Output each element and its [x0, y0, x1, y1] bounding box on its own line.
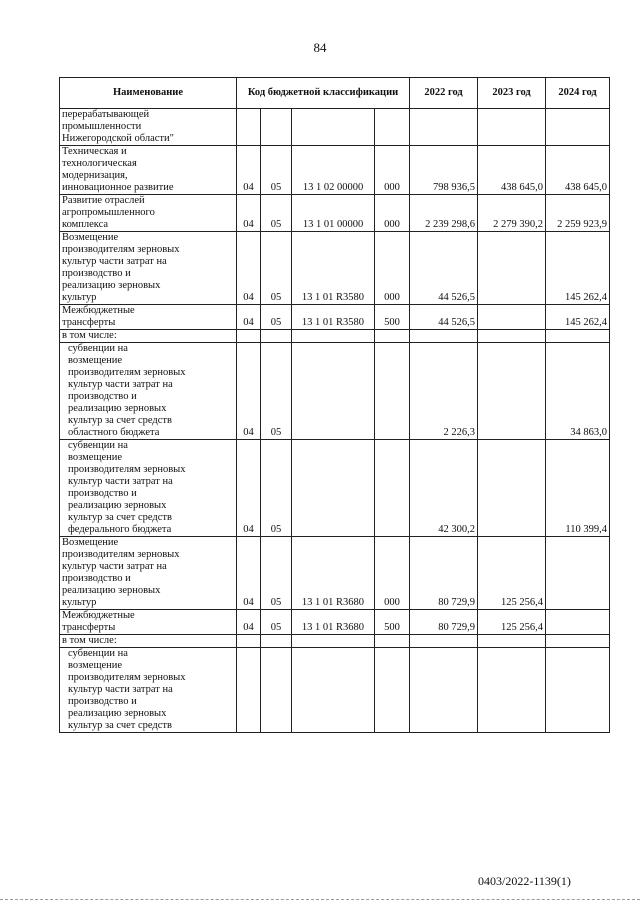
code-subsection: [261, 109, 292, 146]
code-expense-type: 000: [375, 195, 410, 232]
value-2024: 145 262,4: [546, 232, 610, 305]
row-name: Техническая и технологическая модернизация, инновационное развитие: [60, 146, 237, 195]
value-2022: 44 526,5: [410, 232, 478, 305]
code-expense-type: 000: [375, 232, 410, 305]
row-name: Межбюджетные трансферты: [60, 305, 237, 330]
row-name: субвенции на возмещение производителям зерновых культур части затрат на производство и реализацию зерновых культур за счет средств федерального бюджета: [60, 440, 237, 537]
value-2022: 2 239 298,6: [410, 195, 478, 232]
code-expense-type: 000: [375, 146, 410, 195]
table-row: [60, 635, 610, 648]
value-2022: [410, 635, 478, 648]
code-target: 13 1 01 R3580: [292, 305, 375, 330]
code-subsection: [261, 648, 292, 733]
row-name: Развитие отраслей агропромышленного комплекса: [60, 195, 237, 232]
code-target: [292, 648, 375, 733]
value-2023: [478, 232, 546, 305]
code-subsection: 05: [261, 610, 292, 635]
header-2023: 2023 год: [478, 78, 546, 109]
value-2022: [410, 648, 478, 733]
value-2023: [478, 635, 546, 648]
table-body: [60, 109, 610, 733]
table-row: [60, 232, 610, 305]
table-row: [60, 648, 610, 733]
code-section: [237, 330, 261, 343]
value-2024: 2 259 923,9: [546, 195, 610, 232]
row-name: перерабатывающей промышленности Нижегородской области": [60, 109, 237, 146]
code-expense-type: [375, 440, 410, 537]
code-expense-type: [375, 109, 410, 146]
value-2022: 80 729,9: [410, 537, 478, 610]
table-row: [60, 537, 610, 610]
code-section: 04: [237, 440, 261, 537]
code-subsection: 05: [261, 440, 292, 537]
value-2023: 438 645,0: [478, 146, 546, 195]
code-expense-type: [375, 635, 410, 648]
code-section: 04: [237, 537, 261, 610]
code-target: 13 1 01 R3680: [292, 537, 375, 610]
row-name: Возмещение производителям зерновых культур части затрат на производство и реализацию зерновых культур: [60, 537, 237, 610]
table-row: [60, 146, 610, 195]
value-2023: [478, 648, 546, 733]
code-expense-type: 500: [375, 610, 410, 635]
code-subsection: 05: [261, 232, 292, 305]
code-expense-type: [375, 648, 410, 733]
header-code: Код бюджетной классификации: [237, 78, 410, 109]
table-row: [60, 305, 610, 330]
code-expense-type: 500: [375, 305, 410, 330]
row-name: Межбюджетные трансферты: [60, 610, 237, 635]
code-section: 04: [237, 232, 261, 305]
code-subsection: 05: [261, 343, 292, 440]
table-row: [60, 610, 610, 635]
value-2023: 2 279 390,2: [478, 195, 546, 232]
row-name: субвенции на возмещение производителям зерновых культур части затрат на производство и реализацию зерновых культур за счет средств: [60, 648, 237, 733]
code-section: 04: [237, 146, 261, 195]
code-target: [292, 343, 375, 440]
row-name: субвенции на возмещение производителям зерновых культур части затрат на производство и реализацию зерновых культур за счет средств областного бюджета: [60, 343, 237, 440]
code-target: [292, 330, 375, 343]
code-expense-type: [375, 343, 410, 440]
value-2024: 145 262,4: [546, 305, 610, 330]
header-2024: 2024 год: [546, 78, 610, 109]
value-2024: [546, 648, 610, 733]
value-2024: 110 399,4: [546, 440, 610, 537]
value-2024: [546, 537, 610, 610]
code-section: [237, 109, 261, 146]
footer-rule: [0, 899, 640, 900]
header-2022: 2022 год: [410, 78, 478, 109]
code-target: 13 1 01 R3580: [292, 232, 375, 305]
code-section: 04: [237, 305, 261, 330]
code-target: [292, 635, 375, 648]
value-2023: [478, 330, 546, 343]
code-subsection: [261, 635, 292, 648]
code-section: [237, 635, 261, 648]
value-2024: [546, 109, 610, 146]
value-2022: 42 300,2: [410, 440, 478, 537]
table-row: [60, 440, 610, 537]
code-section: [237, 648, 261, 733]
code-target: [292, 440, 375, 537]
budget-table: [59, 77, 610, 733]
value-2022: [410, 330, 478, 343]
row-name: в том числе:: [60, 635, 237, 648]
value-2023: 125 256,4: [478, 610, 546, 635]
code-expense-type: 000: [375, 537, 410, 610]
row-name: в том числе:: [60, 330, 237, 343]
value-2022: 44 526,5: [410, 305, 478, 330]
value-2023: [478, 305, 546, 330]
table-header: [60, 78, 610, 109]
document-code: 0403/2022-1139(1): [478, 874, 571, 888]
code-section: 04: [237, 195, 261, 232]
page-number: 84: [313, 40, 327, 55]
value-2024: 438 645,0: [546, 146, 610, 195]
code-section: 04: [237, 610, 261, 635]
table-row: [60, 330, 610, 343]
code-subsection: 05: [261, 537, 292, 610]
code-expense-type: [375, 330, 410, 343]
value-2022: [410, 109, 478, 146]
table-row: [60, 195, 610, 232]
table-row: [60, 109, 610, 146]
code-subsection: 05: [261, 305, 292, 330]
header-name: Наименование: [60, 78, 237, 109]
value-2024: [546, 610, 610, 635]
value-2023: [478, 440, 546, 537]
value-2023: [478, 343, 546, 440]
value-2023: 125 256,4: [478, 537, 546, 610]
value-2023: [478, 109, 546, 146]
row-name: Возмещение производителям зерновых культур части затрат на производство и реализацию зерновых культур: [60, 232, 237, 305]
code-section: 04: [237, 343, 261, 440]
code-subsection: 05: [261, 195, 292, 232]
value-2022: 2 226,3: [410, 343, 478, 440]
value-2024: [546, 635, 610, 648]
value-2022: 80 729,9: [410, 610, 478, 635]
header-row: [60, 78, 610, 109]
code-subsection: [261, 330, 292, 343]
code-target: 13 1 01 00000: [292, 195, 375, 232]
value-2024: [546, 330, 610, 343]
value-2024: 34 863,0: [546, 343, 610, 440]
code-subsection: 05: [261, 146, 292, 195]
code-target: 13 1 02 00000: [292, 146, 375, 195]
code-target: [292, 109, 375, 146]
code-target: 13 1 01 R3680: [292, 610, 375, 635]
table-row: [60, 343, 610, 440]
value-2022: 798 936,5: [410, 146, 478, 195]
